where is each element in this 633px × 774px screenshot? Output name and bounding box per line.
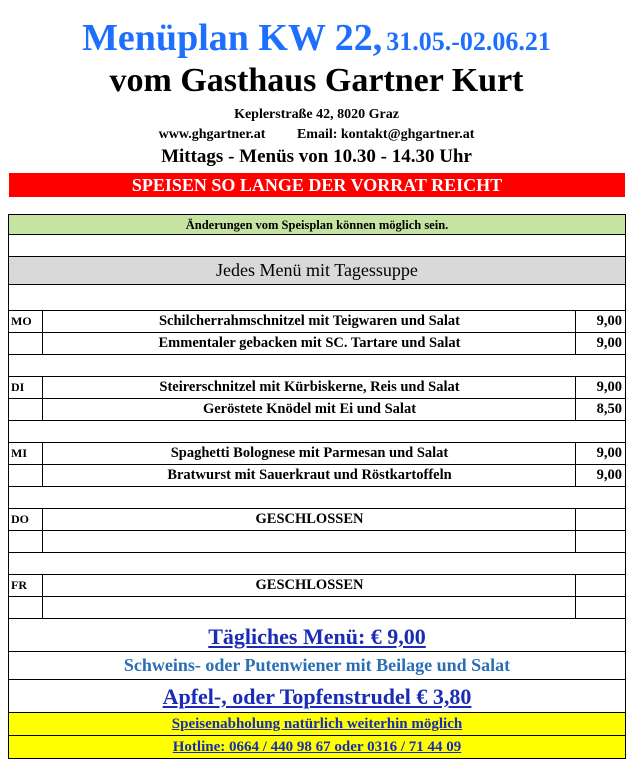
dish-price: 9,00 xyxy=(575,465,625,486)
day-label xyxy=(9,597,43,618)
table-row xyxy=(8,575,626,597)
table-row xyxy=(8,509,626,531)
menu-title: Menüplan KW 22, xyxy=(82,17,383,59)
hotline: Hotline: 0664 / 440 98 67 oder 0316 / 71 44 09 xyxy=(8,736,626,759)
spacer-row xyxy=(8,285,626,311)
menu-table xyxy=(8,214,626,759)
address: Keplerstraße 42, 8020 Graz xyxy=(234,107,399,122)
day-label xyxy=(9,333,43,354)
dish-name xyxy=(43,531,576,552)
changes-notice: Änderungen vom Speisplan können möglich sein. xyxy=(8,214,626,235)
table-row xyxy=(8,465,626,487)
dish-name: GESCHLOSSEN xyxy=(255,511,364,527)
table-row xyxy=(8,597,626,619)
spacer-row xyxy=(8,421,626,443)
day-label: DI xyxy=(9,377,43,398)
email-link[interactable]: Email: kontakt@ghgartner.at xyxy=(296,127,475,142)
date-range: 31.05.-02.06.21 xyxy=(386,27,551,56)
table-row xyxy=(8,377,626,399)
dish-price xyxy=(575,509,625,530)
restaurant-name: vom Gasthaus Gartner Kurt xyxy=(109,62,524,99)
dish-price: 9,00 xyxy=(575,333,625,354)
daily-menu-price: Tägliches Menü: € 9,00 xyxy=(8,619,626,652)
opening-hours: Mittags - Menüs von 10.30 - 14.30 Uhr xyxy=(161,146,472,167)
dish-name: Bratwurst mit Sauerkraut und Röstkartoffeln xyxy=(167,467,452,483)
soup-note: Jedes Menü mit Tagessuppe xyxy=(8,257,626,285)
dish-price: 9,00 xyxy=(575,311,625,332)
table-row xyxy=(8,399,626,421)
website-link[interactable]: www.ghgartner.at xyxy=(158,127,266,142)
day-label: DO xyxy=(9,509,43,530)
table-row xyxy=(8,443,626,465)
dish-name: Schilcherrahmschnitzel mit Teigwaren und Salat xyxy=(158,313,461,329)
schnitzel-offer: Schweins- oder Putenwiener mit Beilage und Salat xyxy=(8,652,626,680)
day-label: MO xyxy=(9,311,43,332)
spacer-row xyxy=(8,487,626,509)
day-label xyxy=(9,531,43,552)
spacer-row xyxy=(8,355,626,377)
dish-price xyxy=(575,531,625,552)
pickup-note: Speisenabholung natürlich weiterhin möglich xyxy=(8,713,626,736)
dish-name xyxy=(43,597,576,618)
day-label: FR xyxy=(9,575,43,596)
dish-price xyxy=(575,575,625,596)
spacer-row xyxy=(8,235,626,257)
dish-name: Spaghetti Bolognese mit Parmesan und Salat xyxy=(170,445,449,461)
dish-name: GESCHLOSSEN xyxy=(255,577,364,593)
dish-price: 9,00 xyxy=(575,443,625,464)
dish-name: Emmentaler gebacken mit SC. Tartare und Salat xyxy=(158,335,461,351)
dish-price xyxy=(575,597,625,618)
contact-line xyxy=(0,127,633,143)
dish-price: 8,50 xyxy=(575,399,625,420)
spacer-row xyxy=(8,553,626,575)
day-label: MI xyxy=(9,443,43,464)
table-row xyxy=(8,333,626,355)
dish-name: Geröstete Knödel mit Ei und Salat xyxy=(202,401,417,417)
table-row xyxy=(8,311,626,333)
strudel-offer: Apfel-, oder Topfenstrudel € 3,80 xyxy=(8,680,626,713)
day-label xyxy=(9,399,43,420)
dish-name: Steirerschnitzel mit Kürbiskerne, Reis und Salat xyxy=(159,379,460,395)
dish-price: 9,00 xyxy=(575,377,625,398)
page-title xyxy=(0,16,633,60)
table-row xyxy=(8,531,626,553)
day-label xyxy=(9,465,43,486)
stock-banner: SPEISEN SO LANGE DER VORRAT REICHT xyxy=(9,173,625,197)
